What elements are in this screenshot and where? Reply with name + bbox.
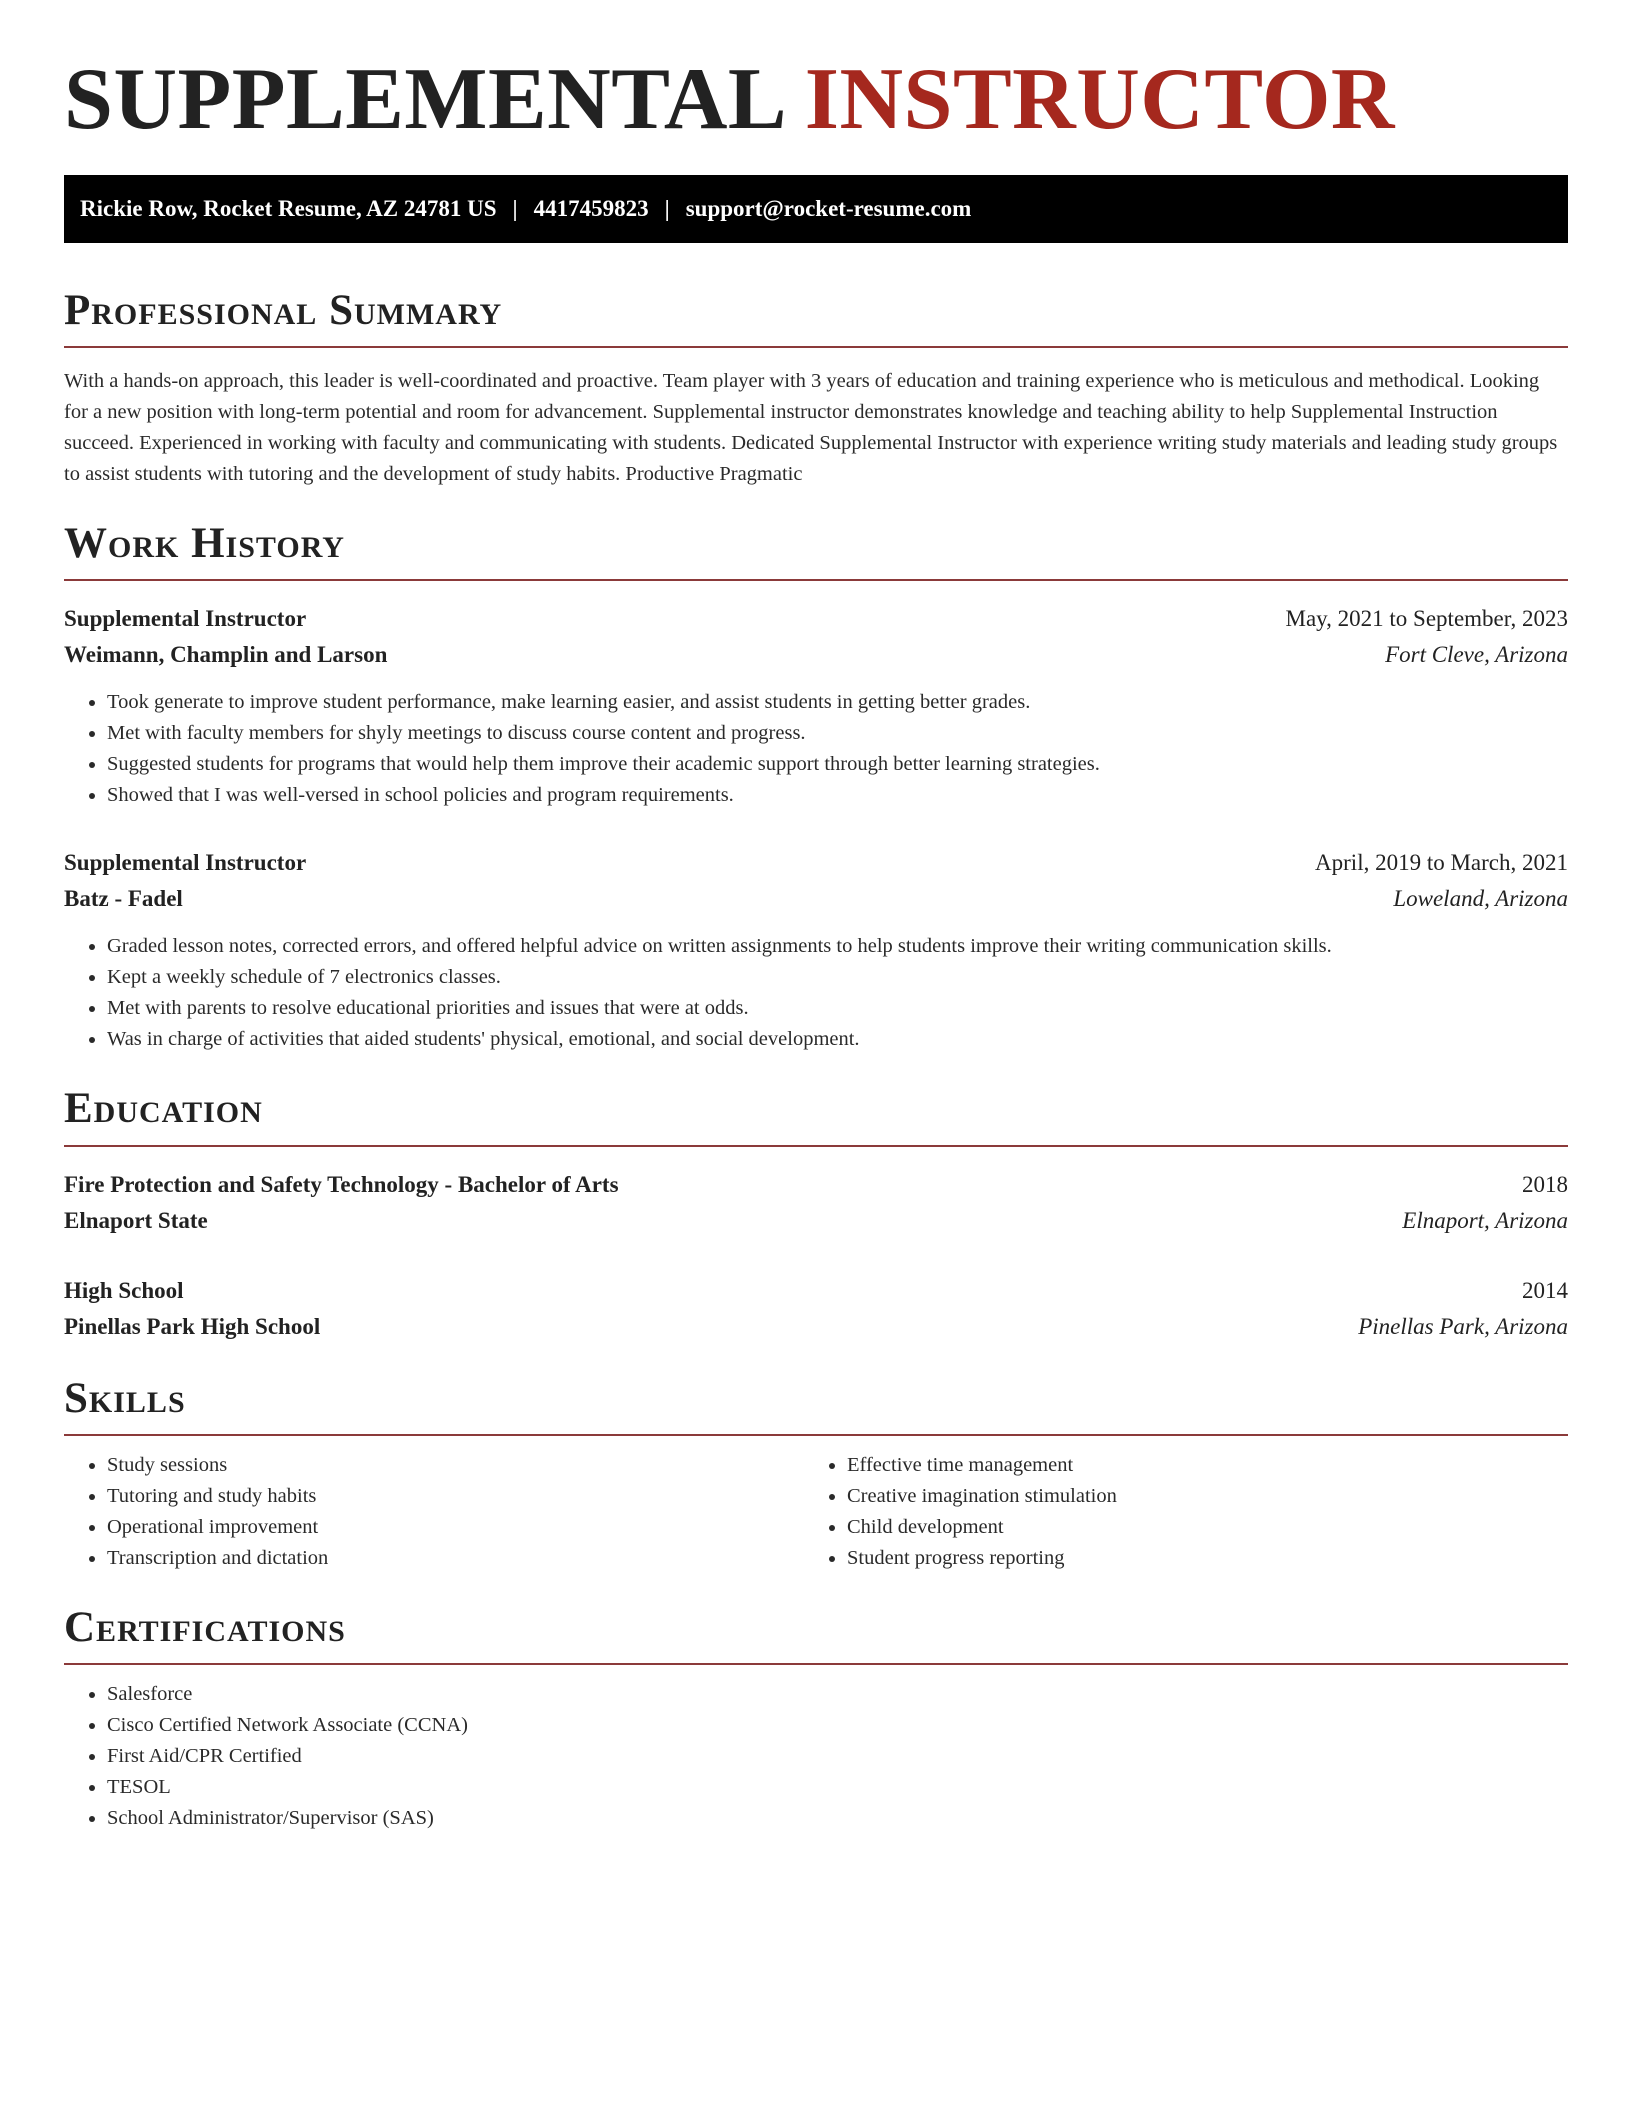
- certification-item: • School Administrator/Supervisor (SAS): [107, 1803, 1568, 1834]
- skills-list-right: [804, 1450, 1544, 1574]
- section-title-skills: Skills: [64, 1375, 1568, 1436]
- education-year: 2014: [1522, 1277, 1568, 1303]
- skills-list-left: [64, 1450, 804, 1574]
- contact-address: Rickie Row, Rocket Resume, AZ 24781 US: [80, 195, 497, 221]
- job-entry: [64, 601, 1568, 811]
- job-company: Weimann, Champlin and Larson: [64, 642, 388, 668]
- skill-item: • Effective time management: [847, 1450, 1544, 1481]
- contact-email: support@rocket-resume.com: [685, 195, 972, 221]
- list-item: • Met with parents to resolve educational priorities and issues that were at odds.: [107, 993, 1568, 1024]
- section-title-summary: Professional Summary: [64, 287, 1568, 348]
- name-last: INSTRUCTOR: [804, 51, 1395, 148]
- skill-item: • Creative imagination stimulation: [847, 1481, 1544, 1512]
- certification-item: • Cisco Certified Network Associate (CCNA): [107, 1710, 1568, 1741]
- list-item: • Was in charge of activities that aided students' physical, emotional, and social development.: [107, 1024, 1568, 1055]
- job-bullets: [64, 687, 1568, 811]
- contact-separator: |: [664, 195, 670, 221]
- list-item: • Suggested students for programs that would help them improve their academic support through better learning strategies.: [107, 749, 1568, 780]
- list-item: • Took generate to improve student performance, make learning easier, and assist students in getting better grades.: [107, 687, 1568, 718]
- job-dates: May, 2021 to September, 2023: [1285, 606, 1568, 632]
- education-year: 2018: [1522, 1171, 1568, 1197]
- contact-phone: 4417459823: [533, 195, 649, 221]
- job-location: Loweland, Arizona: [1393, 886, 1568, 912]
- section-title-certifications: Certifications: [64, 1604, 1568, 1665]
- section-title-work-history: Work History: [64, 520, 1568, 581]
- work-history-section: [64, 520, 1568, 1055]
- summary-section: [64, 287, 1568, 490]
- skill-item: • Study sessions: [107, 1450, 804, 1481]
- certification-item: • TESOL: [107, 1772, 1568, 1803]
- name-first: SUPPLEMENTAL: [64, 51, 783, 148]
- education-degree: High School: [64, 1277, 184, 1303]
- job-dates: April, 2019 to March, 2021: [1315, 850, 1568, 876]
- list-item: • Showed that I was well-versed in school policies and program requirements.: [107, 780, 1568, 811]
- education-entry: [64, 1273, 1568, 1345]
- list-item: • Kept a weekly schedule of 7 electronics classes.: [107, 962, 1568, 993]
- job-role: Supplemental Instructor: [64, 850, 307, 876]
- skill-item: • Tutoring and study habits: [107, 1481, 804, 1512]
- certification-item: • First Aid/CPR Certified: [107, 1741, 1568, 1772]
- list-item: • Met with faculty members for shyly meetings to discuss course content and progress.: [107, 718, 1568, 749]
- education-school: Pinellas Park High School: [64, 1313, 321, 1339]
- certifications-list: [64, 1679, 1568, 1834]
- certifications-section: [64, 1604, 1568, 1834]
- education-school: Elnaport State: [64, 1207, 208, 1233]
- job-role: Supplemental Instructor: [64, 606, 307, 632]
- job-entry: [64, 845, 1568, 1055]
- education-degree: Fire Protection and Safety Technology - Bachelor of Arts: [64, 1171, 619, 1197]
- contact-bar: [64, 175, 1568, 243]
- education-location: Elnaport, Arizona: [1402, 1207, 1568, 1233]
- education-entry: [64, 1167, 1568, 1239]
- education-section: [64, 1085, 1568, 1344]
- skills-grid: [64, 1450, 1568, 1574]
- summary-text: With a hands-on approach, this leader is well-coordinated and proactive. Team player with 3 years of education and training experience who is meticulous and methodical. Looking for a new position with long-term potential and room for advancement. Supplemental instructor demonstrates knowledge and teaching ability to help Supplemental Instruction succeed. Experienced in working with faculty and communicating with students. Dedicated Supplemental Instructor with experience writing study materials and leading study groups to assist students with tutoring and the development of study habits. Productive Pragmatic: [64, 370, 1558, 486]
- skill-item: • Child development: [847, 1512, 1544, 1543]
- education-location: Pinellas Park, Arizona: [1358, 1313, 1568, 1339]
- skill-item: • Transcription and dictation: [107, 1543, 804, 1574]
- resume-name: [64, 52, 1568, 149]
- skill-item: • Student progress reporting: [847, 1543, 1544, 1574]
- job-bullets: [64, 931, 1568, 1055]
- skill-item: • Operational improvement: [107, 1512, 804, 1543]
- skills-section: [64, 1375, 1568, 1574]
- job-location: Fort Cleve, Arizona: [1385, 642, 1568, 668]
- certification-item: • Salesforce: [107, 1679, 1568, 1710]
- list-item: • Graded lesson notes, corrected errors, and offered helpful advice on written assignments to help students improve their writing communication skills.: [107, 931, 1568, 962]
- section-title-education: Education: [64, 1085, 1568, 1146]
- job-company: Batz - Fadel: [64, 886, 183, 912]
- contact-separator: |: [512, 195, 518, 221]
